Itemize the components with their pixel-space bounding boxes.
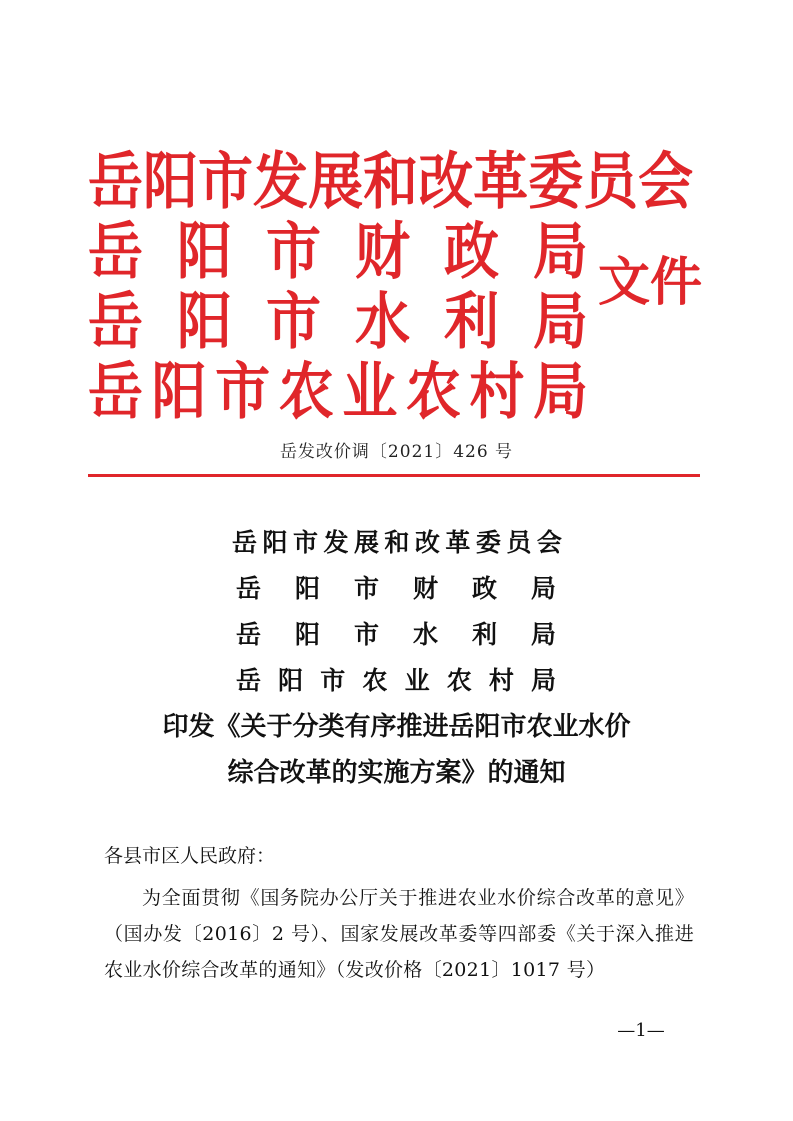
notice-title-line-1: 印发《关于分类有序推进岳阳市农业水价 xyxy=(162,712,631,742)
title-issuer-2: 岳 阳 市 财 政 局 xyxy=(236,574,556,603)
title-issuer-4: 岳 阳 市 农 业 农 村 局 xyxy=(236,666,556,695)
body-paragraph: 为全面贯彻《国务院办公厅关于推进农业水价综合改革的意见》（国办发〔2016〕2 号）、国家发展改革委等四部委《关于深入推进农业水价综合改革的通知》（发改价格〔2021〕1017 号） xyxy=(104,887,694,981)
salutation: 各县市区人民政府： xyxy=(104,845,276,867)
page-number: —1— xyxy=(617,1020,665,1041)
issuer-line-1: 岳 阳 市 发 展 和 改 革 委 员 会 xyxy=(88,145,694,217)
document-type-label: 文件 xyxy=(598,253,703,313)
notice-title-line-2: 综合改革的实施方案》的通知 xyxy=(227,758,566,788)
document-number: 岳发改价调〔2021〕426 号 xyxy=(279,442,514,462)
issuer-line-2: 岳 阳 市 财 政 局 xyxy=(88,215,588,287)
title-issuer-3: 岳 阳 市 水 利 局 xyxy=(236,620,556,649)
issuer-line-3: 岳 阳 市 水 利 局 xyxy=(88,285,588,357)
red-divider xyxy=(88,474,700,477)
title-issuer-1: 岳 阳 市 发 展 和 改 革 委 员 会 xyxy=(232,528,562,557)
issuer-line-4: 岳 阳 市 农 业 农 村 局 xyxy=(88,355,588,427)
